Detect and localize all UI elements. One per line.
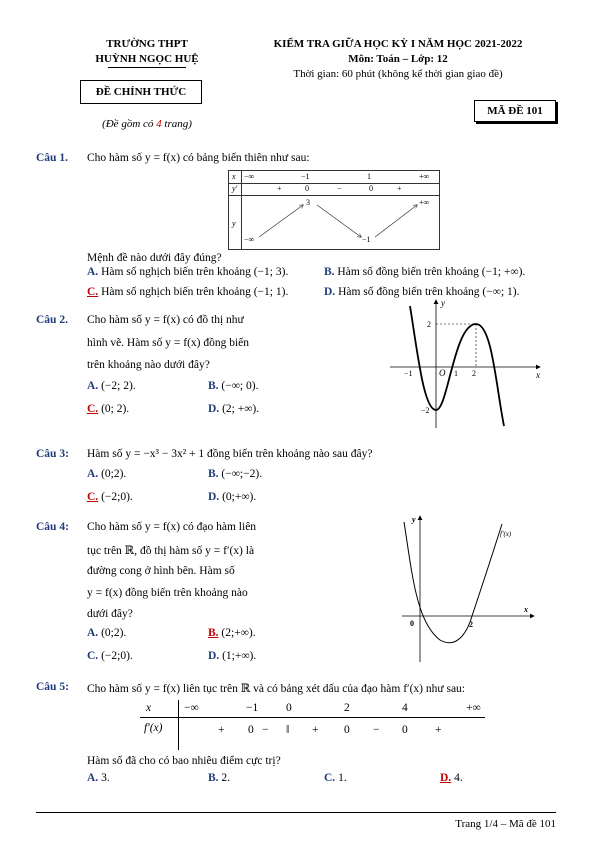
q1-yp-s1: + [277, 184, 282, 193]
q4-line5: dưới đây? [87, 608, 133, 620]
q5-table-vline [178, 700, 179, 750]
q2-option-c[interactable] [87, 403, 129, 415]
q5-sign-table [140, 700, 485, 752]
q4-option-d-label: D. [208, 650, 220, 662]
q1-prompt: Mệnh đề nào dưới đây đúng? [87, 252, 222, 264]
q5-option-c-text: 1. [338, 772, 347, 784]
q1-text: Cho hàm số y = f(x) có bảng biến thiên như sau: [87, 152, 310, 164]
q1-yp-z1: 0 [305, 184, 309, 193]
q2-option-c-label: C. [87, 403, 99, 415]
q1-option-b[interactable] [324, 266, 525, 278]
q5-x-0: 0 [286, 702, 292, 714]
q2-label-1: 1 [454, 369, 458, 378]
q5-option-c-label: C. [324, 772, 336, 784]
q2-option-b-text: (−∞; 0). [221, 380, 259, 392]
q5-option-b-text: 2. [221, 772, 231, 784]
q3-option-c-label: C. [87, 491, 99, 503]
q2-label-x: x [536, 370, 540, 380]
q5-option-b-label: B. [208, 772, 219, 784]
pages-note-b: trang) [161, 118, 192, 130]
q1-option-b-label: B. [324, 266, 335, 278]
q1-option-a-label: A. [87, 266, 99, 278]
q4-option-d[interactable] [208, 650, 256, 662]
q4-line3: đường cong ở hình bên. Hàm số [87, 565, 235, 577]
q4-label-y: y [412, 515, 416, 524]
q4-option-a[interactable] [87, 627, 126, 639]
q2-line3: trên khoảng nào dưới đây? [87, 359, 210, 371]
q5-x-m1: −1 [246, 702, 259, 714]
q1-arrow-down [317, 205, 361, 237]
q1-y-3: 3 [306, 198, 310, 207]
q5-option-a-label: A. [87, 772, 99, 784]
pages-note [72, 118, 222, 130]
q1-arrow-up1 [259, 205, 303, 237]
q5-x-4: 4 [402, 702, 408, 714]
q5-s1: + [218, 724, 225, 736]
q4-line2: tục trên ℝ, đồ thị hàm số y = f′(x) là [87, 545, 255, 557]
q1-yp-s2: − [337, 184, 342, 193]
q1-table-hline1 [229, 183, 439, 184]
q3-option-b-text: (−∞;−2). [221, 468, 263, 480]
q1-x-neginf: −∞ [244, 172, 255, 181]
q4-option-c-text: (−2;0). [101, 650, 133, 662]
q1-option-d-label: D. [324, 286, 336, 298]
q4-option-b-label: B. [208, 627, 219, 639]
q5-option-b[interactable] [208, 772, 230, 784]
q5-s3: − [262, 724, 269, 736]
q3-option-d[interactable] [208, 491, 256, 503]
q5-label: Câu 5: [36, 681, 69, 693]
q5-option-c[interactable] [324, 772, 347, 784]
q3-option-d-label: D. [208, 491, 220, 503]
q1-y-header: y [232, 219, 236, 228]
footer-page: Trang 1/4 – Mã đề 101 [455, 818, 556, 830]
q3-label: Câu 3: [36, 448, 69, 460]
q4-curve [404, 522, 502, 643]
q4-option-c-label: C. [87, 650, 99, 662]
q3-option-b[interactable] [208, 468, 262, 480]
q2-graph [388, 296, 546, 430]
q2-option-b[interactable] [208, 380, 258, 392]
q2-label-ym2: −2 [421, 406, 430, 415]
q2-line2: hình vẽ. Hàm số y = f(x) đồng biến [87, 337, 250, 349]
q5-s6: 0 [344, 724, 350, 736]
q2-label-2: 2 [472, 369, 476, 378]
q5-prompt: Hàm số đã cho có bao nhiêu điểm cực trị? [87, 755, 281, 767]
q1-label: Câu 1. [36, 152, 68, 164]
school-line1: TRƯỜNG THPT [106, 38, 188, 50]
q1-option-a[interactable] [87, 266, 288, 278]
q5-s2: 0 [248, 724, 254, 736]
q4-option-c[interactable] [87, 650, 133, 662]
q2-option-d-label: D. [208, 403, 220, 415]
q2-line1: Cho hàm số y = f(x) có đồ thị như [87, 314, 244, 326]
q3-option-d-text: (0;+∞). [222, 491, 257, 503]
q1-variation-arrows [229, 195, 439, 249]
q2-label-y2: 2 [427, 320, 431, 329]
q1-x-m1: −1 [301, 172, 310, 181]
exam-title: KIỂM TRA GIỮA HỌC KỲ I NĂM HỌC 2021-2022 [273, 38, 523, 50]
q1-yp-z2: 0 [369, 184, 373, 193]
q2-option-c-text: (0; 2). [101, 403, 130, 415]
q1-y-posinf: +∞ [419, 198, 430, 207]
q4-line1: Cho hàm số y = f(x) có đạo hàm liên [87, 521, 257, 533]
q1-option-a-text: Hàm số nghịch biến trên khoảng (−1; 3). [101, 266, 289, 278]
q1-x-1: 1 [367, 172, 371, 181]
q5-x-posinf: +∞ [466, 702, 481, 714]
q1-yp-s3: + [397, 184, 402, 193]
q1-y-m1: −1 [362, 235, 371, 244]
official-box: ĐỀ CHÍNH THỨC [80, 80, 202, 104]
q3-text: Hàm số y = −x³ − 3x² + 1 đồng biến trên khoảng nào sau đây? [87, 448, 373, 460]
q2-label-m1: −1 [404, 369, 413, 378]
school-line2: HUỲNH NGỌC HUỆ [95, 53, 199, 65]
q4-label: Câu 4: [36, 521, 69, 533]
exam-time: Thời gian: 60 phút (không kể thời gian giao đề) [293, 68, 503, 80]
q5-x-neginf: −∞ [184, 702, 199, 714]
q1-variation-table [228, 170, 440, 250]
q3-option-a[interactable] [87, 468, 126, 480]
q4-option-a-label: A. [87, 627, 99, 639]
q5-s4: ‖ [286, 724, 290, 736]
q4-graph [400, 512, 542, 664]
q5-s7: − [373, 724, 380, 736]
q5-x-2: 2 [344, 702, 350, 714]
q4-option-b-text: (2;+∞). [221, 627, 256, 639]
pages-note-a: (Đề gồm có [102, 118, 157, 130]
q5-option-a-text: 3. [101, 772, 110, 784]
q1-option-d-text: Hàm số đồng biến trên khoảng (−∞; 1). [338, 286, 520, 298]
q1-option-c-text: Hàm số nghịch biến trên khoảng (−1; 1). [101, 286, 289, 298]
subject: Môn: Toán – Lớp: 12 [348, 53, 448, 65]
q3-option-c[interactable] [87, 491, 133, 503]
q4-label-o: 0 [410, 619, 414, 628]
q2-option-d-text: (2; +∞). [222, 403, 260, 415]
q1-yp-header: y′ [232, 184, 238, 193]
q5-option-d[interactable] [440, 772, 463, 784]
q2-label-y: y [441, 298, 445, 308]
q4-option-a-text: (0;2). [101, 627, 127, 639]
q5-s5: + [312, 724, 319, 736]
q2-option-a-text: (−2; 2). [101, 380, 136, 392]
q1-option-c[interactable] [87, 286, 288, 298]
q2-option-d[interactable] [208, 403, 259, 415]
q5-option-a[interactable] [87, 772, 110, 784]
q4-line4: y = f(x) đồng biến trên khoảng nào [87, 587, 248, 599]
q2-option-a-label: A. [87, 380, 99, 392]
pages-note-num: 4 [156, 118, 162, 130]
q4-label-x: x [524, 605, 528, 614]
q3-option-c-text: (−2;0). [101, 491, 133, 503]
q2-label: Câu 2. [36, 314, 68, 326]
q2-label-o: O [439, 368, 446, 378]
q5-fp-header: f′(x) [144, 722, 163, 734]
q1-y-neginf: −∞ [244, 235, 255, 244]
q5-option-d-text: 4. [454, 772, 463, 784]
q4-label-2: 2 [469, 620, 473, 629]
exam-code-box: MÃ ĐỀ 101 [474, 100, 556, 122]
footer-rule [36, 812, 556, 813]
q5-text: Cho hàm số y = f(x) liên tục trên ℝ và có bảng xét dấu của đạo hàm f′(x) như sau: [87, 683, 465, 695]
q5-option-d-label: D. [440, 772, 452, 784]
school-underline [108, 67, 186, 68]
q1-x-header: x [232, 172, 236, 181]
q3-option-a-text: (0;2). [101, 468, 127, 480]
q1-arrow-up2 [375, 205, 417, 237]
q4-label-fp: f′(x) [500, 530, 512, 538]
q1-option-b-text: Hàm số đồng biến trên khoảng (−1; +∞). [337, 266, 526, 278]
q3-option-b-label: B. [208, 468, 219, 480]
q3-option-a-label: A. [87, 468, 99, 480]
q5-s8: 0 [402, 724, 408, 736]
q1-option-c-label: C. [87, 286, 99, 298]
q1-x-posinf: +∞ [419, 172, 430, 181]
q5-x-header: x [146, 702, 152, 714]
q5-s9: + [435, 724, 442, 736]
q4-option-d-text: (1;+∞). [222, 650, 257, 662]
q2-option-b-label: B. [208, 380, 219, 392]
q4-option-b[interactable] [208, 627, 256, 639]
q5-table-hline [140, 717, 485, 718]
q2-option-a[interactable] [87, 380, 136, 392]
